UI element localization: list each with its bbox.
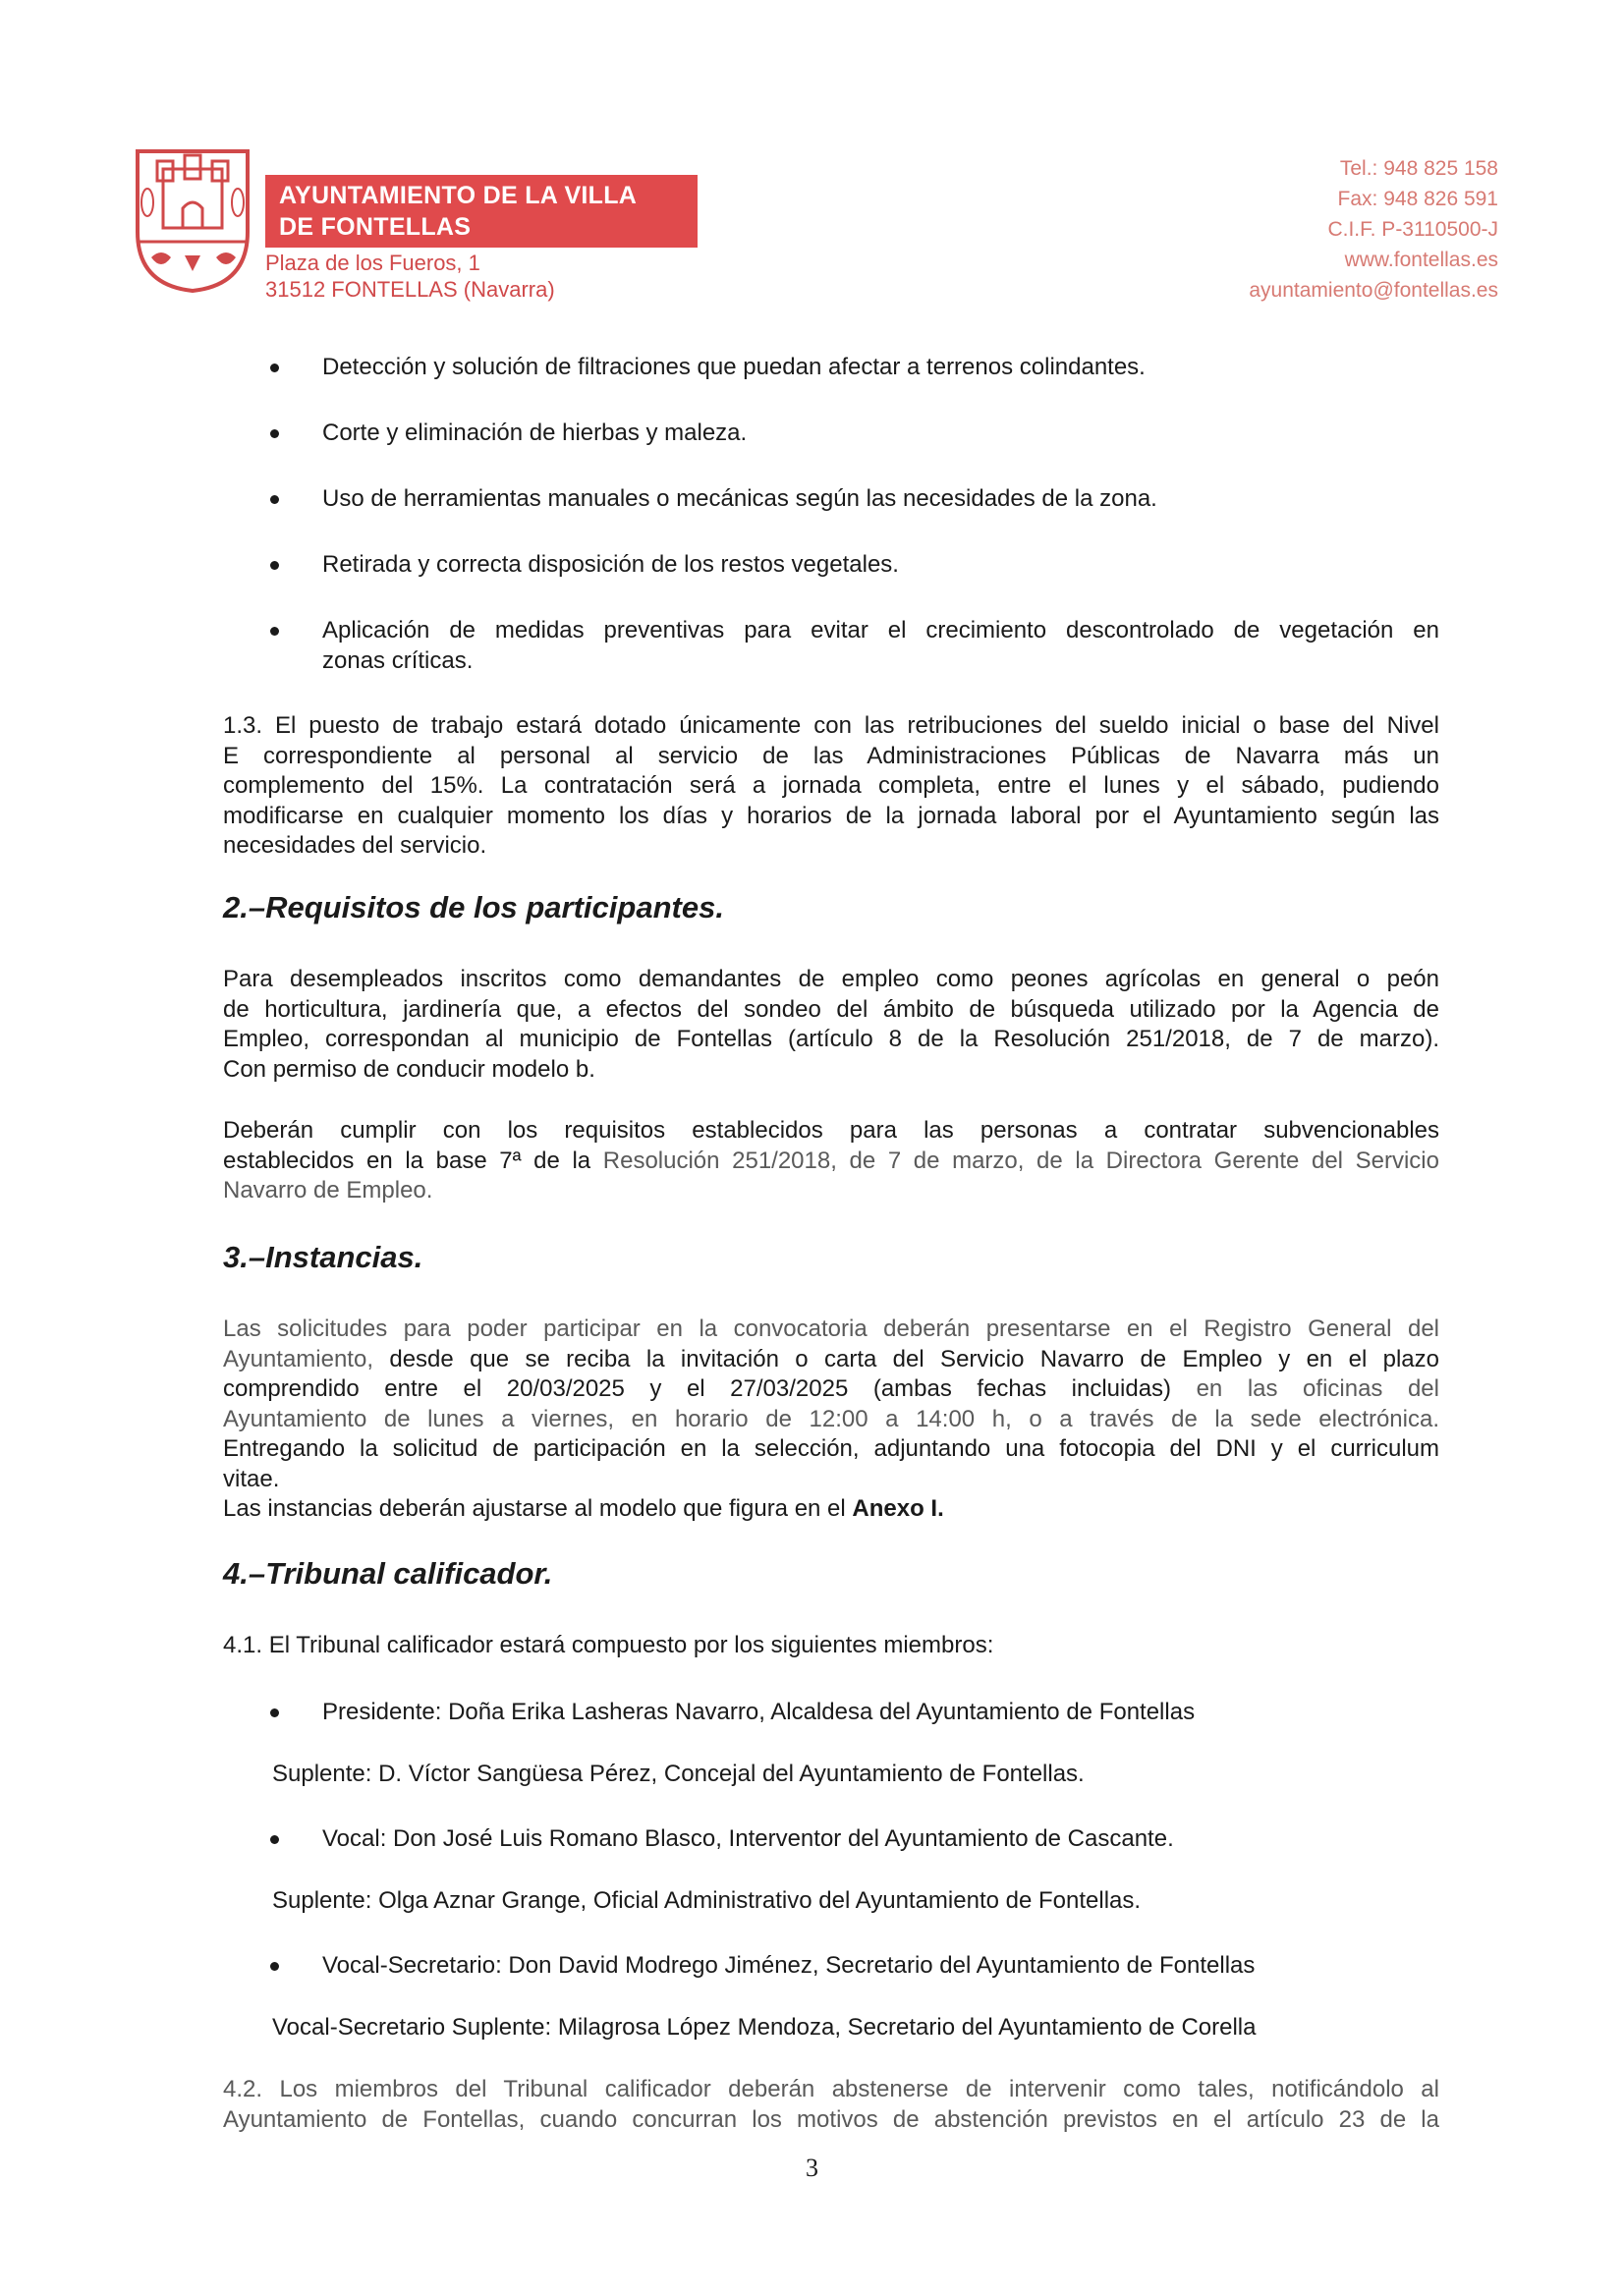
text-run: Ayuntamiento, [223,1345,390,1372]
paragraph-2b [223,1116,1439,1206]
text-run: Las instancias deberán ajustarse al modelo que figura en el [223,1495,853,1522]
section-heading-3: 3.–Instancias. [223,1240,423,1274]
text-line: E correspondiente al personal al servicio de las Administraciones Públicas de Navarra más un [223,742,1439,769]
text-run: Resolución 251/2018, de 7 de marzo, de la Directora Gerente del Servicio [602,1147,1439,1174]
bullet-dot [270,1708,279,1717]
text-run: comprendido entre el 20/03/2025 y el 27/03/2025 (ambas fechas incluidas) [223,1375,1172,1402]
bullet-line: zonas críticas. [322,647,474,674]
bullet-dot [270,495,279,504]
tribunal-suplente: Vocal-Secretario Suplente: Milagrosa López Mendoza, Secretario del Ayuntamiento de Corella [272,2014,1257,2041]
bullet-line: Aplicación de medidas preventivas para evitar el crecimiento descontrolado de vegetación en [322,617,1439,644]
contact-website: www.fontellas.es [1344,249,1498,271]
section-heading-4: 4.–Tribunal calificador. [223,1556,553,1591]
org-name-line1: AYUNTAMIENTO DE LA VILLA [279,182,638,209]
text-line: Las solicitudes para poder participar en la convocatoria deberán presentarse en el Registro General del [223,1315,1439,1342]
page-number: 3 [806,2154,818,2182]
contact-fax: Fax: 948 826 591 [1337,188,1498,210]
bullet-dot [270,1835,279,1844]
text-line: Para desempleados inscritos como demandantes de empleo como peones agrícolas en general o peón [223,966,1439,992]
contact-email: ayuntamiento@fontellas.es [1249,279,1498,302]
text-line: vitae. [223,1465,280,1492]
address-line1: Plaza de los Fueros, 1 [265,251,480,275]
paragraph-4-2 [223,2075,1439,2135]
bullet-dot [270,429,279,438]
paragraph-2a [223,965,1439,1085]
paragraph-4-1: 4.1. El Tribunal calificador estará compuesto por los siguientes miembros: [223,1632,994,1658]
text-line: Ayuntamiento de lunes a viernes, en horario de 12:00 a 14:00 h, o a través de la sede electrónica. [223,1405,1439,1432]
text-line: Con permiso de conducir modelo b. [223,1055,595,1083]
bullet-text: Corte y eliminación de hierbas y maleza. [322,420,748,446]
contact-block [1249,153,1498,306]
tribunal-suplente: Suplente: D. Víctor Sangüesa Pérez, Concejal del Ayuntamiento de Fontellas. [272,1761,1085,1787]
text-line: modificarse en cualquier momento los días y horarios de la jornada laboral por el Ayuntamiento según las [223,802,1439,829]
annex-reference: Anexo I. [852,1495,944,1522]
contact-phone: Tel.: 948 825 158 [1339,157,1498,180]
bullet-text: Uso de herramientas manuales o mecánicas según las necesidades de la zona. [322,485,1157,512]
bullet-dot [270,364,279,372]
text-run: desde que se reciba la invitación o carta del Servicio Navarro de Empleo y en el plazo [389,1345,1440,1372]
text-line: Empleo, correspondan al municipio de Fontellas (artículo 8 de la Resolución 251/2018, de 7 de marzo). [223,1026,1439,1052]
org-name-line2: DE FONTELLAS [279,213,472,241]
bullet-dot [270,627,279,636]
text-line: Deberán cumplir con los requisitos establecidos para las personas a contratar subvencionables [223,1117,1439,1144]
coat-of-arms-logo [134,147,252,295]
bullet-dot [270,561,279,570]
bullet-text: Detección y solución de filtraciones que puedan afectar a terrenos colindantes. [322,354,1146,380]
tribunal-member: Vocal-Secretario: Don David Modrego Jiménez, Secretario del Ayuntamiento de Fontellas [322,1952,1256,1979]
text-line [223,1147,1439,1177]
tribunal-suplente: Suplente: Olga Aznar Grange, Oficial Administrativo del Ayuntamiento de Fontellas. [272,1887,1142,1914]
tribunal-member: Presidente: Doña Erika Lasheras Navarro, Alcaldesa del Ayuntamiento de Fontellas [322,1699,1196,1725]
contact-cif: C.I.F. P-3110500-J [1327,218,1498,241]
address-line2: 31512 FONTELLAS (Navarra) [265,277,555,302]
tribunal-member: Vocal: Don José Luis Romano Blasco, Interventor del Ayuntamiento de Cascante. [322,1825,1174,1852]
text-line: Entregando la solicitud de participación en la selección, adjuntando una fotocopia del DNI y el curriculum [223,1435,1439,1462]
text-line: necesidades del servicio. [223,832,487,859]
text-run: en las oficinas del [1171,1375,1439,1402]
bullet-text: Retirada y correcta disposición de los restos vegetales. [322,551,899,578]
text-line [223,1345,1439,1375]
text-line: Ayuntamiento de Fontellas, cuando concurran los motivos de abstención previstos en el artículo 23 de la [223,2105,1439,2133]
text-line: 4.2. Los miembros del Tribunal calificador deberán abstenerse de intervenir como tales, notificándolo al [223,2076,1439,2102]
text-line [223,1494,1439,1525]
bullet-dot [270,1962,279,1971]
bullet-text [322,615,1439,676]
text-line: de horticultura, jardinería que, a efectos del sondeo del ámbito de búsqueda utilizado por la Agencia de [223,995,1439,1023]
text-line: 1.3. El puesto de trabajo estará dotado únicamente con las retribuciones del sueldo inicial o base del Nivel [223,712,1439,739]
text-run: establecidos en la base 7ª de la [223,1147,603,1174]
paragraph-3 [223,1315,1439,1525]
section-heading-2: 2.–Requisitos de los participantes. [223,890,724,924]
text-line [223,1374,1439,1405]
text-line: complemento del 15%. La contratación será a jornada completa, entre el lunes y el sábado, pudiendo [223,772,1439,799]
text-line: Navarro de Empleo. [223,1177,433,1203]
paragraph-1-3 [223,711,1439,862]
